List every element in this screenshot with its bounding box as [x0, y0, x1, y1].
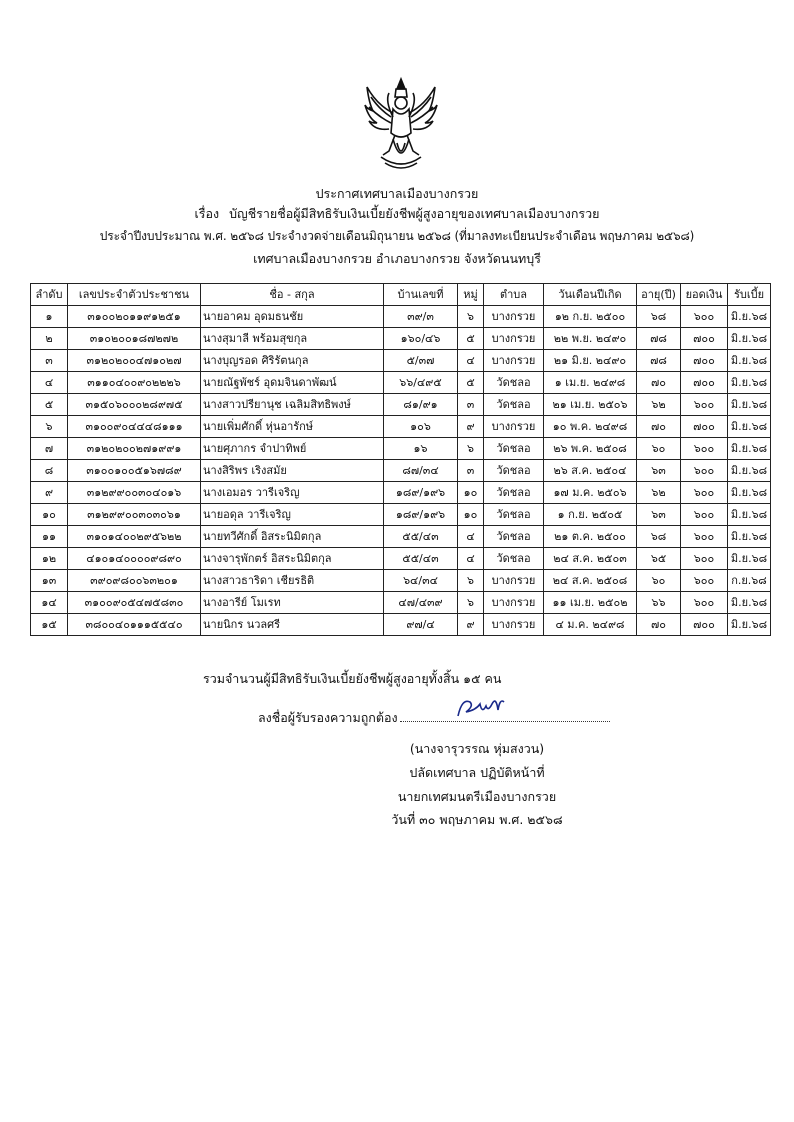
table-row — [31, 328, 771, 350]
cell-amount: ๗๐๐ — [681, 372, 728, 394]
cell-age: ๖๒ — [637, 394, 681, 416]
cell-house: ๘๗/๓๔ — [384, 460, 458, 482]
cell-name: นางสาวธาริดา เชียรธิติ — [201, 570, 384, 592]
beneficiary-table — [30, 283, 771, 636]
cell-subdistrict: วัดชลอ — [484, 438, 544, 460]
cell-house: ๑๖๐/๔๖ — [384, 328, 458, 350]
cell-birthdate: ๑๒ ก.ย. ๒๕๐๐ — [544, 306, 637, 328]
signature-label: ลงชื่อผู้รับรองความถูกต้อง — [258, 710, 398, 725]
cell-house: ๔๗/๔๓๙ — [384, 592, 458, 614]
cell-name: นายอดุล วารีเจริญ — [201, 504, 384, 526]
cell-age: ๖๘ — [637, 306, 681, 328]
summary-total: รวมจำนวนผู้มีสิทธิรับเงินเบี้ยยังชีพผู้สูงอายุทั้งสิ้น ๑๕ คน — [203, 671, 502, 686]
cell-start: มิ.ย.๖๘ — [728, 504, 771, 526]
cell-no: ๘ — [31, 460, 68, 482]
cell-moo: ๖ — [458, 592, 484, 614]
cell-subdistrict: บางกรวย — [484, 614, 544, 636]
cell-moo: ๓ — [458, 460, 484, 482]
cell-house: ๕/๓๗ — [384, 350, 458, 372]
cell-id: ๓๑๒๐๒๐๐๔๗๑๐๒๗ — [68, 350, 201, 372]
cell-subdistrict: บางกรวย — [484, 328, 544, 350]
cell-birthdate: ๒๑ มิ.ย. ๒๔๙๐ — [544, 350, 637, 372]
cell-no: ๖ — [31, 416, 68, 438]
table-header-row — [31, 284, 771, 306]
cell-moo: ๙ — [458, 416, 484, 438]
cell-no: ๒ — [31, 328, 68, 350]
cell-amount: ๖๐๐ — [681, 438, 728, 460]
subject-label: เรื่อง — [194, 206, 220, 221]
cell-subdistrict: บางกรวย — [484, 570, 544, 592]
cell-house: ๕๕/๔๓ — [384, 526, 458, 548]
cell-start: มิ.ย.๖๘ — [728, 394, 771, 416]
garuda-emblem-icon — [363, 75, 439, 175]
cell-birthdate: ๑ ก.ย. ๒๕๐๕ — [544, 504, 637, 526]
cell-subdistrict: บางกรวย — [484, 350, 544, 372]
cell-moo: ๖ — [458, 438, 484, 460]
cell-house: ๑๖ — [384, 438, 458, 460]
cell-start: มิ.ย.๖๘ — [728, 614, 771, 636]
cell-amount: ๖๐๐ — [681, 570, 728, 592]
cell-id: ๓๑๑๐๔๐๐๙๐๒๒๒๖ — [68, 372, 201, 394]
subject-text: บัญชีรายชื่อผู้มีสิทธิรับเงินเบี้ยยังชีพผู้สูงอายุของเทศบาลเมืองบางกรวย — [229, 206, 600, 221]
cell-moo: ๖ — [458, 306, 484, 328]
cell-no: ๑ — [31, 306, 68, 328]
cell-age: ๖๘ — [637, 526, 681, 548]
cell-no: ๑๓ — [31, 570, 68, 592]
cell-house: ๑๘๙/๑๙๖ — [384, 482, 458, 504]
cell-moo: ๔ — [458, 350, 484, 372]
cell-start: มิ.ย.๖๘ — [728, 548, 771, 570]
table-row — [31, 372, 771, 394]
cell-no: ๑๑ — [31, 526, 68, 548]
signature-date: วันที่ ๓๐ พฤษภาคม พ.ศ. ๒๕๖๘ — [391, 812, 563, 827]
cell-birthdate: ๒๔ ส.ค. ๒๕๐๓ — [544, 548, 637, 570]
cell-house: ๖๖/๔๙๕ — [384, 372, 458, 394]
cell-age: ๖๓ — [637, 460, 681, 482]
cell-start: มิ.ย.๖๘ — [728, 306, 771, 328]
cell-start: มิ.ย.๖๘ — [728, 482, 771, 504]
cell-house: ๖๔/๓๔ — [384, 570, 458, 592]
cell-id: ๓๑๒๙๙๐๐๓๐๓๐๖๑ — [68, 504, 201, 526]
cell-subdistrict: วัดชลอ — [484, 460, 544, 482]
cell-id: ๓๑๐๐๒๐๑๑๙๑๒๕๑ — [68, 306, 201, 328]
cell-id: ๓๑๒๙๙๐๐๓๐๔๐๑๖ — [68, 482, 201, 504]
cell-age: ๗๘ — [637, 350, 681, 372]
cell-birthdate: ๒๖ ส.ค. ๒๕๐๔ — [544, 460, 637, 482]
cell-subdistrict: วัดชลอ — [484, 482, 544, 504]
cell-birthdate: ๑๗ ม.ค. ๒๕๐๖ — [544, 482, 637, 504]
table-row — [31, 438, 771, 460]
cell-id: ๔๑๐๑๔๐๐๐๐๙๘๙๐ — [68, 548, 201, 570]
cell-start: มิ.ย.๖๘ — [728, 328, 771, 350]
cell-age: ๖๕ — [637, 548, 681, 570]
fiscal-period-line: ประจำปีงบประมาณ พ.ศ. ๒๕๖๘ ประจำงวดจ่ายเดือนมิถุนายน ๒๕๖๘ (ที่มาลงทะเบียนประจำเดือน พฤษภาคม ๒๕๖๘) — [99, 229, 695, 243]
table-row — [31, 460, 771, 482]
cell-subdistrict: วัดชลอ — [484, 526, 544, 548]
cell-subdistrict: วัดชลอ — [484, 504, 544, 526]
cell-id: ๓๑๐๐๙๐๔๔๔๘๑๑๑ — [68, 416, 201, 438]
cell-moo: ๑๐ — [458, 504, 484, 526]
cell-amount: ๖๐๐ — [681, 482, 728, 504]
cell-name: นายเพิ่มศักดิ์ หุ่นอารักษ์ — [201, 416, 384, 438]
cell-amount: ๖๐๐ — [681, 592, 728, 614]
cell-name: นางเอมอร วารีเจริญ — [201, 482, 384, 504]
cell-amount: ๖๐๐ — [681, 306, 728, 328]
cell-start: มิ.ย.๖๘ — [728, 460, 771, 482]
cell-house: ๙๗/๔ — [384, 614, 458, 636]
table-row — [31, 548, 771, 570]
cell-age: ๖๒ — [637, 482, 681, 504]
cell-id: ๓๑๐๒๐๐๑๘๗๒๗๒ — [68, 328, 201, 350]
cell-birthdate: ๔ ม.ค. ๒๔๙๘ — [544, 614, 637, 636]
col-header-birthdate: วันเดือนปีเกิด — [544, 284, 637, 306]
cell-no: ๑๔ — [31, 592, 68, 614]
cell-name: นางสิริพร เริงสมัย — [201, 460, 384, 482]
cell-moo: ๔ — [458, 548, 484, 570]
cell-age: ๗๐ — [637, 372, 681, 394]
cell-start: มิ.ย.๖๘ — [728, 350, 771, 372]
cell-house: ๘๑/๙๑ — [384, 394, 458, 416]
cell-moo: ๖ — [458, 570, 484, 592]
table-row — [31, 592, 771, 614]
cell-name: นายนิกร นวลศรี — [201, 614, 384, 636]
table-row — [31, 306, 771, 328]
cell-subdistrict: บางกรวย — [484, 306, 544, 328]
col-header-no: ลำดับ — [31, 284, 68, 306]
handwritten-signature-icon — [452, 692, 512, 722]
cell-amount: ๗๐๐ — [681, 328, 728, 350]
cell-id: ๓๘๐๐๔๐๑๑๑๕๕๔๐ — [68, 614, 201, 636]
signer-position-2: นายกเทศมนตรีเมืองบางกรวย — [397, 789, 557, 804]
cell-id: ๓๑๒๐๒๐๐๒๗๑๙๙๑ — [68, 438, 201, 460]
cell-amount: ๗๐๐ — [681, 416, 728, 438]
cell-subdistrict: วัดชลอ — [484, 548, 544, 570]
cell-age: ๗๐ — [637, 614, 681, 636]
cell-name: นางบุญรอด ศิริรัตนกุล — [201, 350, 384, 372]
cell-birthdate: ๑ เม.ย. ๒๔๙๘ — [544, 372, 637, 394]
cell-age: ๖๐ — [637, 570, 681, 592]
cell-no: ๔ — [31, 372, 68, 394]
cell-amount: ๖๐๐ — [681, 548, 728, 570]
cell-name: นางจารุพักตร์ อิสระนิมิตกุล — [201, 548, 384, 570]
col-header-id: เลขประจำตัวประชาชน — [68, 284, 201, 306]
table-row — [31, 614, 771, 636]
cell-name: นายทวีศักดิ์ อิสระนิมิตกุล — [201, 526, 384, 548]
col-header-age: อายุ(ปี) — [637, 284, 681, 306]
table-row — [31, 504, 771, 526]
cell-age: ๗๐ — [637, 416, 681, 438]
cell-subdistrict: บางกรวย — [484, 416, 544, 438]
cell-name: นายณัฐพัชร์ อุดมจินดาพัฒน์ — [201, 372, 384, 394]
cell-amount: ๖๐๐ — [681, 526, 728, 548]
cell-amount: ๗๐๐ — [681, 350, 728, 372]
cell-birthdate: ๒๖ พ.ค. ๒๕๐๘ — [544, 438, 637, 460]
col-header-house: บ้านเลขที่ — [384, 284, 458, 306]
col-header-start: รับเบี้ย — [728, 284, 771, 306]
cell-amount: ๖๐๐ — [681, 460, 728, 482]
cell-no: ๕ — [31, 394, 68, 416]
cell-moo: ๕ — [458, 328, 484, 350]
cell-moo: ๙ — [458, 614, 484, 636]
cell-no: ๑๒ — [31, 548, 68, 570]
cell-start: ก.ย.๖๘ — [728, 570, 771, 592]
table-row — [31, 482, 771, 504]
cell-no: ๑๐ — [31, 504, 68, 526]
subject-line — [0, 206, 794, 222]
col-header-subdistrict: ตำบล — [484, 284, 544, 306]
cell-name: นายศุภากร จำปาทิพย์ — [201, 438, 384, 460]
cell-birthdate: ๒๔ ส.ค. ๒๕๐๘ — [544, 570, 637, 592]
cell-start: มิ.ย.๖๘ — [728, 416, 771, 438]
table-row — [31, 416, 771, 438]
signature-row — [258, 710, 610, 726]
cell-id: ๓๑๐๐๙๐๕๔๗๕๘๓๐ — [68, 592, 201, 614]
cell-subdistrict: วัดชลอ — [484, 394, 544, 416]
cell-name: นางสุมาลี พร้อมสุขกุล — [201, 328, 384, 350]
cell-start: มิ.ย.๖๘ — [728, 438, 771, 460]
cell-amount: ๖๐๐ — [681, 504, 728, 526]
cell-no: ๓ — [31, 350, 68, 372]
table-row — [31, 394, 771, 416]
cell-birthdate: ๒๑ ต.ค. ๒๕๐๐ — [544, 526, 637, 548]
cell-name: นางอารีย์ โมเรท — [201, 592, 384, 614]
col-header-name: ชื่อ - สกุล — [201, 284, 384, 306]
cell-no: ๑๕ — [31, 614, 68, 636]
cell-amount: ๗๐๐ — [681, 614, 728, 636]
table-row — [31, 570, 771, 592]
cell-birthdate: ๑๑ เม.ย. ๒๕๐๒ — [544, 592, 637, 614]
cell-id: ๓๑๕๐๖๐๐๐๒๘๙๗๕ — [68, 394, 201, 416]
cell-id: ๓๑๐๐๑๐๐๕๑๖๗๘๙ — [68, 460, 201, 482]
table-row — [31, 526, 771, 548]
cell-no: ๗ — [31, 438, 68, 460]
cell-birthdate: ๒๒ พ.ย. ๒๔๙๐ — [544, 328, 637, 350]
signer-name: (นางจารุวรรณ หุ่มสงวน) — [409, 741, 545, 756]
cell-name: นางสาวปรียานุช เฉลิมสิทธิพงษ์ — [201, 394, 384, 416]
cell-house: ๑๘๙/๑๙๖ — [384, 504, 458, 526]
organization-line: เทศบาลเมืองบางกรวย อำเภอบางกรวย จังหวัดนนทบุรี — [253, 251, 541, 266]
cell-age: ๖๓ — [637, 504, 681, 526]
cell-no: ๙ — [31, 482, 68, 504]
cell-moo: ๓ — [458, 394, 484, 416]
cell-moo: ๔ — [458, 526, 484, 548]
col-header-amount: ยอดเงิน — [681, 284, 728, 306]
cell-house: ๓๙/๓ — [384, 306, 458, 328]
announcement-title: ประกาศเทศบาลเมืองบางกรวย — [315, 186, 479, 201]
cell-id: ๓๙๐๙๘๐๐๖๓๒๐๑ — [68, 570, 201, 592]
cell-house: ๑๐๖ — [384, 416, 458, 438]
cell-start: มิ.ย.๖๘ — [728, 526, 771, 548]
cell-start: มิ.ย.๖๘ — [728, 372, 771, 394]
cell-age: ๖๐ — [637, 438, 681, 460]
cell-house: ๕๕/๔๓ — [384, 548, 458, 570]
cell-age: ๖๖ — [637, 592, 681, 614]
cell-amount: ๖๐๐ — [681, 394, 728, 416]
cell-birthdate: ๑๐ พ.ค. ๒๔๙๘ — [544, 416, 637, 438]
col-header-moo: หมู่ — [458, 284, 484, 306]
cell-age: ๗๘ — [637, 328, 681, 350]
cell-moo: ๕ — [458, 372, 484, 394]
cell-birthdate: ๒๑ เม.ย. ๒๕๐๖ — [544, 394, 637, 416]
table-row — [31, 350, 771, 372]
cell-name: นายอาคม อุดมธนชัย — [201, 306, 384, 328]
cell-moo: ๑๐ — [458, 482, 484, 504]
cell-id: ๓๑๐๑๔๐๐๒๙๕๖๒๒ — [68, 526, 201, 548]
cell-subdistrict: วัดชลอ — [484, 372, 544, 394]
cell-start: มิ.ย.๖๘ — [728, 592, 771, 614]
signer-position-1: ปลัดเทศบาล ปฏิบัติหน้าที่ — [409, 765, 545, 780]
cell-subdistrict: บางกรวย — [484, 592, 544, 614]
